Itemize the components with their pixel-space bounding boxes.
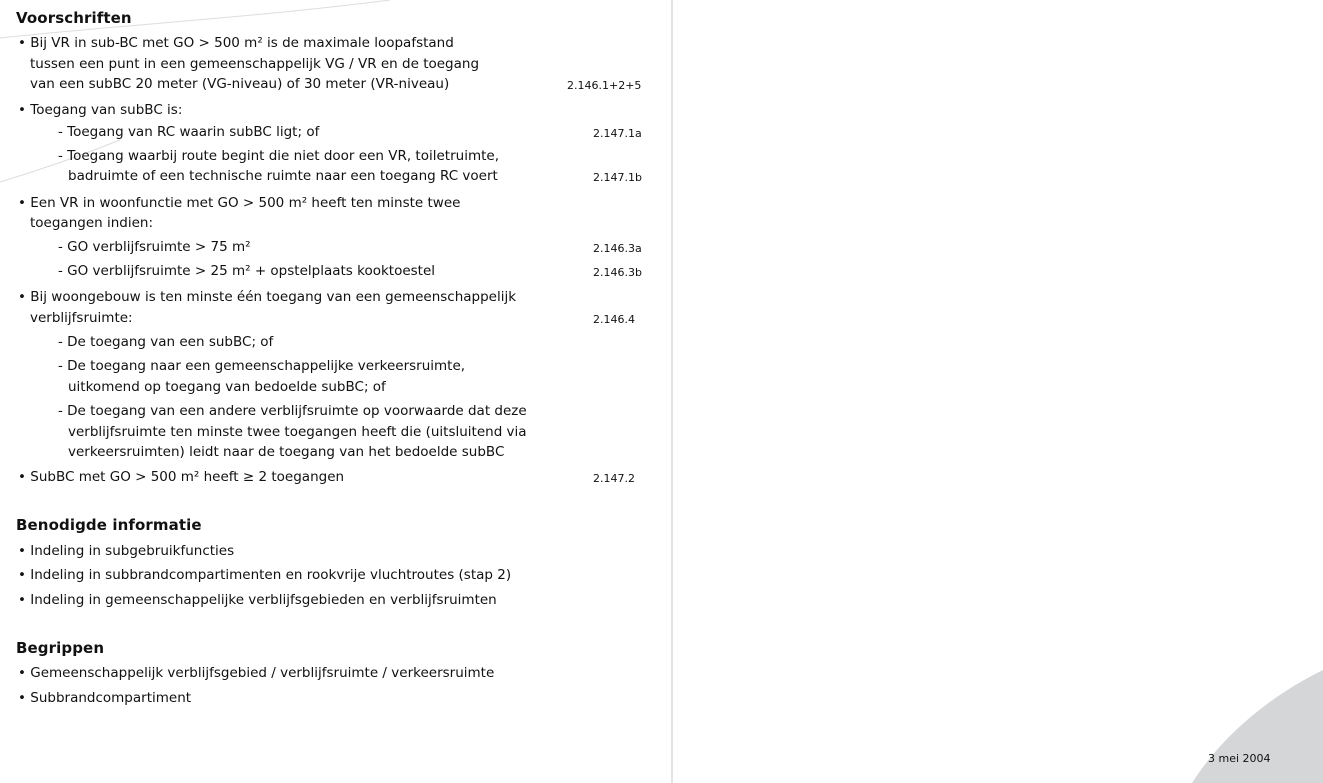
rule-line: - De toegang van een subBC; of <box>58 334 274 350</box>
rule-line: • SubBC met GO > 500 m² heeft ≥ 2 toegangen <box>18 469 345 485</box>
rule-line: • Een VR in woonfunctie met GO > 500 m² heeft ten minste twee <box>18 195 461 211</box>
rule-line: verblijfsruimte ten minste twee toegangen heeft die (uitsluitend via <box>68 424 527 440</box>
concept-line: • Subbrandcompartiment <box>18 690 192 706</box>
article-reference: 2.146.1+2+5 <box>567 79 642 92</box>
concept-line: • Gemeenschappelijk verblijfsgebied / verblijfsruimte / verkeersruimte <box>18 665 495 681</box>
article-reference: 2.146.4 <box>593 313 635 326</box>
heading-benodigde-informatie: Benodigde informatie <box>16 516 202 534</box>
rule-line: - GO verblijfsruimte > 25 m² + opstelplaats kooktoestel <box>58 263 436 279</box>
article-reference: 2.147.1a <box>593 127 642 140</box>
heading-begrippen: Begrippen <box>16 639 105 657</box>
footer-date: 3 mei 2004 <box>1208 752 1271 765</box>
rule-line: - GO verblijfsruimte > 75 m² <box>58 239 251 255</box>
rule-line: • Bij VR in sub-BC met GO > 500 m² is de maximale loopafstand <box>18 35 454 51</box>
rule-line: verblijfsruimte: <box>30 310 133 326</box>
rule-line: - Toegang waarbij route begint die niet door een VR, toiletruimte, <box>58 148 499 164</box>
rule-line: tussen een punt in een gemeenschappelijk VG / VR en de toegang <box>30 56 480 72</box>
rule-line: - Toegang van RC waarin subBC ligt; of <box>58 124 320 140</box>
rule-line: • Toegang van subBC is: <box>18 102 183 118</box>
rule-line: • Bij woongebouw is ten minste één toegang van een gemeenschappelijk <box>18 289 517 305</box>
article-reference: 2.147.2 <box>593 472 635 485</box>
rule-line: van een subBC 20 meter (VG-niveau) of 30 meter (VR-niveau) <box>30 76 450 92</box>
corner-swoosh-shape <box>1192 670 1323 783</box>
rule-line: uitkomend op toegang van bedoelde subBC; of <box>68 379 386 395</box>
rule-line: badruimte of een technische ruimte naar een toegang RC voert <box>68 168 498 184</box>
article-reference: 2.147.1b <box>593 171 642 184</box>
article-reference: 2.146.3a <box>593 242 642 255</box>
rule-line: toegangen indien: <box>30 215 154 231</box>
info-line: • Indeling in gemeenschappelijke verblijfsgebieden en verblijfsruimten <box>18 592 497 608</box>
rule-line: - De toegang van een andere verblijfsruimte op voorwaarde dat deze <box>58 403 527 419</box>
info-line: • Indeling in subbrandcompartimenten en rookvrije vluchtroutes (stap 2) <box>18 567 512 583</box>
article-reference: 2.146.3b <box>593 266 642 279</box>
rule-line: verkeersruimten) leidt naar de toegang van het bedoelde subBC <box>68 444 505 460</box>
rule-line: - De toegang naar een gemeenschappelijke verkeersruimte, <box>58 358 466 374</box>
info-line: • Indeling in subgebruikfuncties <box>18 543 235 559</box>
heading-voorschriften: Voorschriften <box>16 9 132 27</box>
